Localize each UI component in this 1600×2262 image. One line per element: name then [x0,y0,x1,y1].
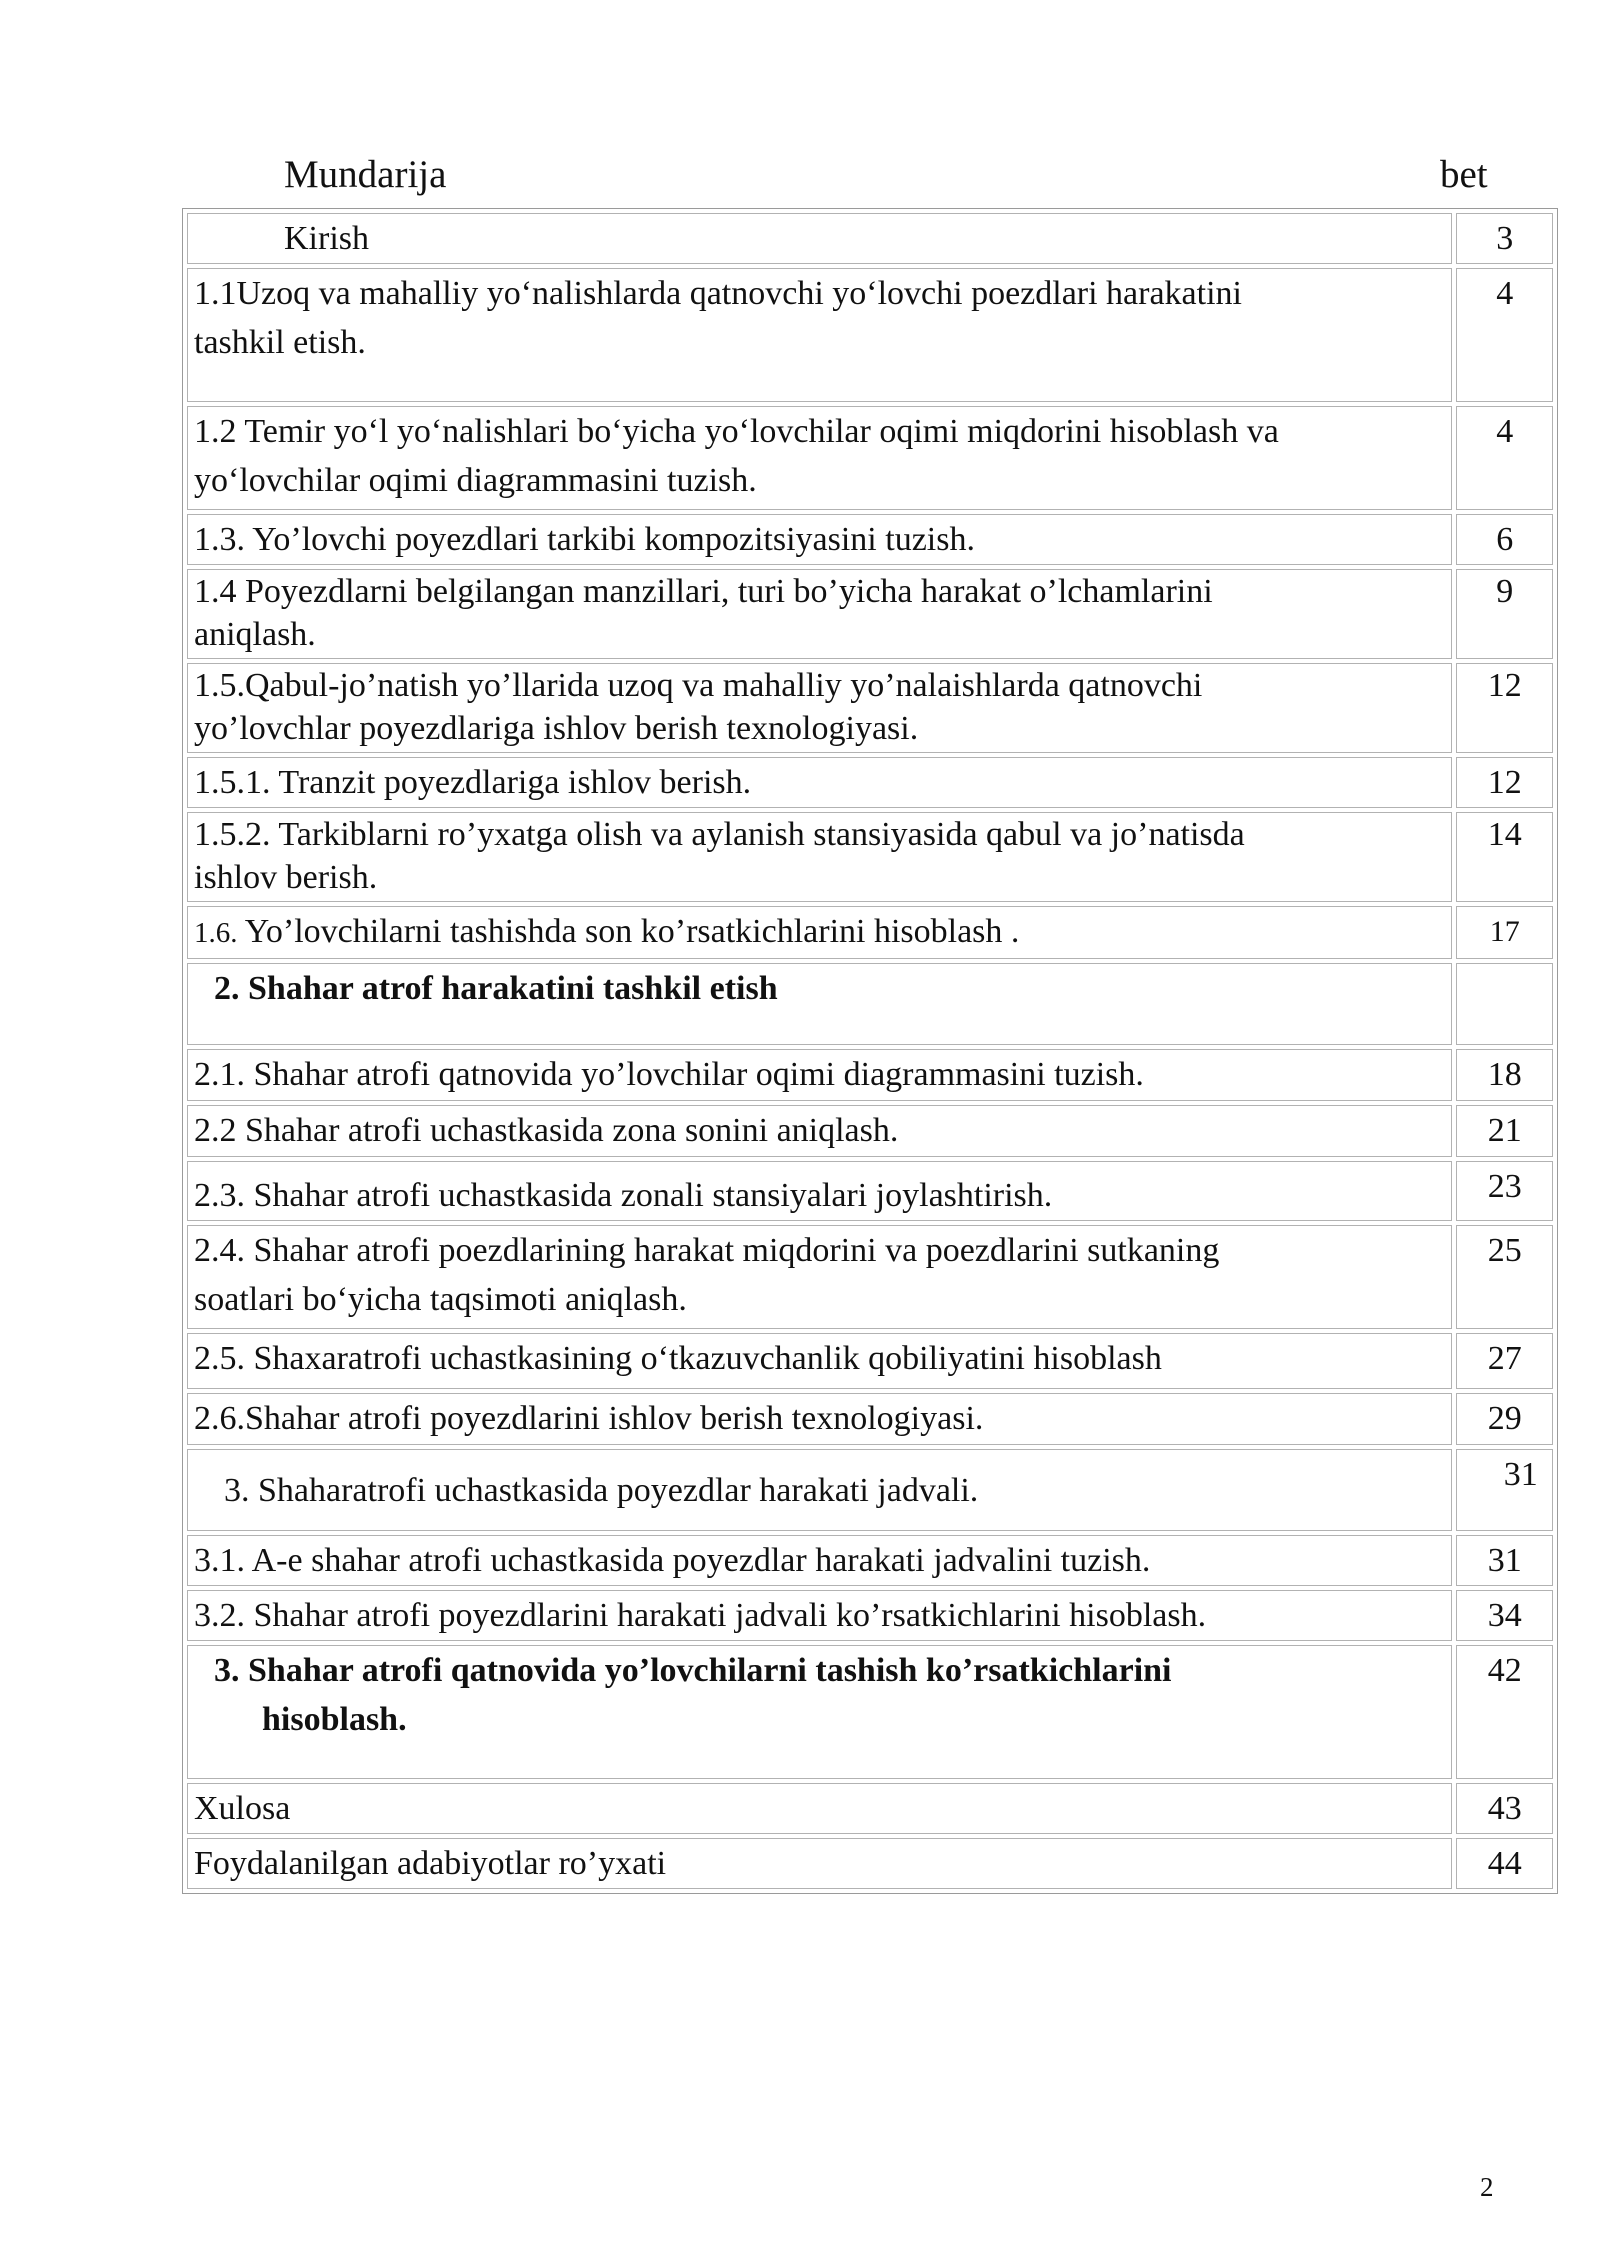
toc-row [187,268,1553,402]
toc-entry-line: 2.3. Shahar atrofi uchastkasida zonali stansiyalari joylashtirish. [194,1177,1053,1214]
toc-entry-title: 3.1. A-e shahar atrofi uchastkasida poyezdlar harakati jadvalini tuzish. [187,1535,1452,1586]
toc-header [182,148,1494,208]
toc-entry-page: 43 [1456,1783,1553,1834]
toc-entry-page: 18 [1456,1049,1553,1101]
toc-entry-title: 1.3. Yo’lovchi poyezdlari tarkibi kompozitsiyasini tuzish. [187,514,1452,565]
toc-entry-title [187,906,1452,959]
toc-entry-page-value: 31 [1503,1456,1538,1493]
toc-row [187,1333,1553,1389]
toc-entry-page: 34 [1456,1590,1553,1641]
toc-entry-page: 9 [1456,569,1553,659]
toc-row [187,1393,1553,1445]
toc-row [187,1590,1553,1641]
toc-entry-page: 42 [1456,1645,1553,1779]
toc-entry-page [1456,1449,1553,1531]
toc-row [187,757,1553,808]
toc-row [187,1225,1553,1329]
page-column-label: bet [1440,153,1488,196]
toc-entry-line: 1.4 Poyezdlarni belgilangan manzillari, turi bo’yicha harakat o’lchamlarini [194,573,1213,610]
page-number: 2 [1480,2172,1494,2202]
toc-section-title [187,1449,1452,1531]
toc-entry-page: 4 [1456,406,1553,510]
toc-row [187,1105,1553,1157]
toc-row [187,406,1553,510]
toc-row [187,812,1553,902]
toc-row [187,569,1553,659]
toc-entry-page: 31 [1456,1535,1553,1586]
toc-section-title: 2. Shahar atrof harakatini tashkil etish [187,963,1452,1045]
toc-entry-title: 1.5.1. Tranzit poyezdlariga ishlov berish. [187,757,1452,808]
toc-entry-page: 23 [1456,1161,1553,1221]
toc-entry-line: 3. Shahar atrofi qatnovida yo’lovchilarni tashish ko’rsatkichlarini [214,1652,1172,1689]
toc-row [187,213,1553,264]
toc-row [187,663,1553,753]
toc-row [187,906,1553,959]
toc-entry-page: 12 [1456,663,1553,753]
toc-row [187,1783,1553,1834]
toc-row [187,1838,1553,1889]
toc-entry-line: Yo’lovchilarni tashishda son ko’rsatkichlarini hisoblash . [237,913,1020,950]
toc-entry-title: 2.5. Shaxaratrofi uchastkasining o‘tkazuvchanlik qobiliyatini hisoblash [187,1333,1452,1389]
toc-row [187,1049,1553,1101]
toc-entry-line: tashkil etish. [194,324,366,361]
toc-entry-line: hisoblash. [262,1701,407,1738]
toc-entry-title [187,663,1452,753]
toc-entry-title [187,812,1452,902]
toc-entry-line: 1.5.2. Tarkiblarni ro’yxatga olish va aylanish stansiyasida qabul va jo’natisda [194,816,1245,853]
toc-entry-line: yo’lovchlar poyezdlariga ishlov berish texnologiyasi. [194,710,919,747]
toc-entry-title [187,1161,1452,1221]
toc-entry-title [187,569,1452,659]
toc-entry-title: 2.6.Shahar atrofi poyezdlarini ishlov berish texnologiyasi. [187,1393,1452,1445]
toc-row [187,1645,1553,1779]
toc-entry-page: 25 [1456,1225,1553,1329]
toc-entry-title: Foydalanilgan adabiyotlar ro’yxati [187,1838,1452,1889]
toc-entry-page: 29 [1456,1393,1553,1445]
toc-row [187,1535,1553,1586]
toc-row [187,1449,1553,1531]
toc-entry-title: Kirish [187,213,1452,264]
toc-entry-page: 17 [1456,906,1553,959]
toc-section-title [187,1645,1452,1779]
toc-entry-line: aniqlash. [194,616,316,653]
toc-entry-page [1456,963,1553,1045]
toc-entry-page: 12 [1456,757,1553,808]
toc-entry-title: 3.2. Shahar atrofi poyezdlarini harakati jadvali ko’rsatkichlarini hisoblash. [187,1590,1452,1641]
toc-entry-page: 3 [1456,213,1553,264]
toc-title: Mundarija [284,153,447,196]
toc-entry-page: 27 [1456,1333,1553,1389]
toc-row [187,1161,1553,1221]
toc-entry-page: 6 [1456,514,1553,565]
toc-entry-line: 1.1Uzoq va mahalliy yo‘nalishlarda qatnovchi yo‘lovchi poezdlari harakatini [194,275,1242,312]
toc-entry-line: 1.5.Qabul-jo’natish yo’llarida uzoq va mahalliy yo’nalaishlarda qatnovchi [194,667,1203,704]
toc-entry-title [187,406,1452,510]
toc-entry-line: yo‘lovchilar oqimi diagrammasini tuzish. [194,462,757,499]
toc-entry-title [187,1225,1452,1329]
toc-entry-line: 3. Shaharatrofi uchastkasida poyezdlar harakati jadvali. [224,1471,979,1509]
toc-entry-title: Xulosa [187,1783,1452,1834]
toc-row [187,514,1553,565]
toc-entry-line: ishlov berish. [194,859,378,896]
toc-entry-line: 1.2 Temir yo‘l yo‘nalishlari bo‘yicha yo‘lovchilar oqimi miqdorini hisoblash va [194,413,1279,450]
toc-entry-page: 44 [1456,1838,1553,1889]
toc-entry-number: 1.6. [194,917,238,949]
toc-row [187,963,1553,1045]
toc-entry-line: soatlari bo‘yicha taqsimoti aniqlash. [194,1281,687,1318]
toc-entry-page: 4 [1456,268,1553,402]
toc-entry-title: 2.2 Shahar atrofi uchastkasida zona sonini aniqlash. [187,1105,1452,1157]
toc-entry-title [187,268,1452,402]
toc-entry-title: 2.1. Shahar atrofi qatnovida yo’lovchilar oqimi diagrammasini tuzish. [187,1049,1452,1101]
toc-entry-line: 2.4. Shahar atrofi poezdlarining harakat miqdorini va poezdlarini sutkaning [194,1232,1220,1269]
toc-entry-page: 14 [1456,812,1553,902]
toc-table [182,208,1558,1894]
toc-entry-page: 21 [1456,1105,1553,1157]
